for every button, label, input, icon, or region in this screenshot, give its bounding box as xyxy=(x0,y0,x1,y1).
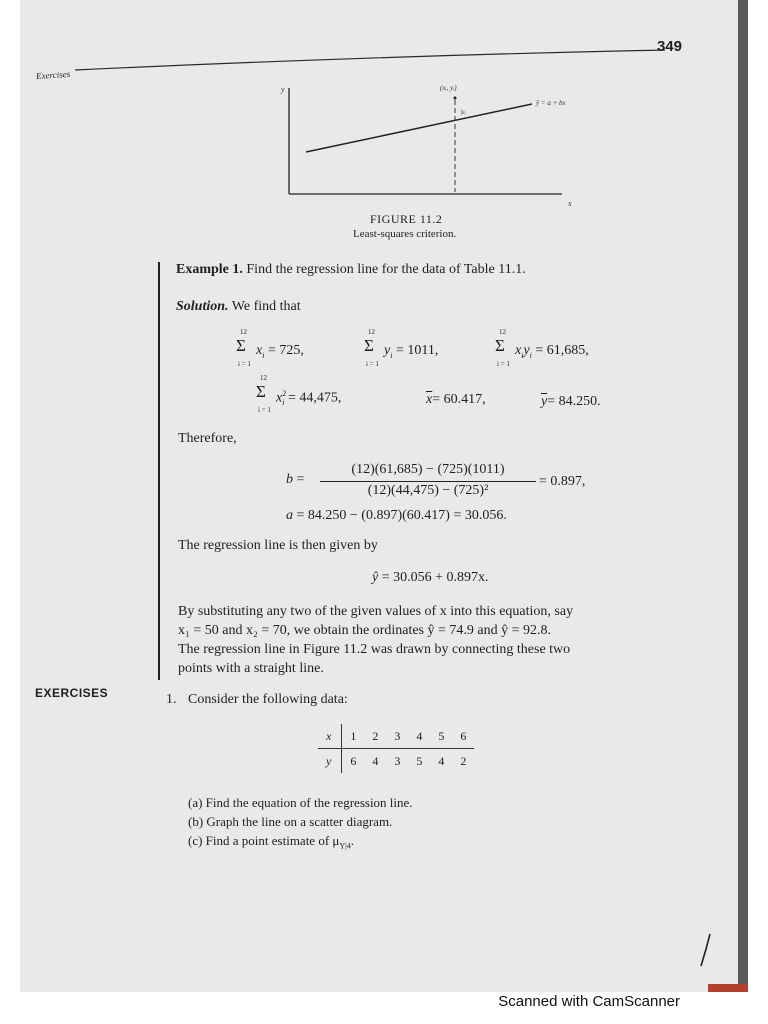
b-result: = 0.897, xyxy=(539,474,586,489)
running-header-label: Exercises xyxy=(35,68,71,82)
least-squares-figure xyxy=(270,80,590,210)
x-cell: 4 xyxy=(408,724,430,749)
paragraph-line-4: points with a straight line. xyxy=(178,661,324,676)
sum-xy-lower: i = 1 xyxy=(497,360,510,368)
x-cell: 6 xyxy=(452,724,474,749)
x-cell: 1 xyxy=(342,724,365,749)
sum-x2-expr: $x^2_i = 44,475$, xyxy=(276,389,342,408)
figure-subcaption: Least-squares criterion. xyxy=(353,228,457,240)
paragraph-line-2: x₁ = 50 and x₂ = 70, we obtain the ordinates ŷ = 74.9 and ŷ = 92.8. xyxy=(178,623,552,638)
y-cell: 3 xyxy=(394,753,401,768)
x-cell: 3 xyxy=(386,724,408,749)
y-mean-expr: $\overline{y}= 84.250$. xyxy=(541,394,601,409)
y-cell: 4 xyxy=(372,753,379,768)
header-rule xyxy=(75,48,665,74)
example-title-text: Find the regression line for the data of Table 11.1. xyxy=(246,262,526,277)
table-row-y xyxy=(318,749,474,774)
point-label: (xᵢ, yᵢ) xyxy=(440,84,457,92)
x-axis-label: x xyxy=(568,199,572,208)
exercise-item-a: (a) Find the equation of the regression line. xyxy=(188,795,413,810)
example-title: Example 1. xyxy=(176,262,243,277)
y-mean-value: = 84.250. xyxy=(547,394,601,409)
error-label: |εᵢ xyxy=(460,108,466,116)
page-edge-shadow xyxy=(738,0,748,992)
example-heading xyxy=(176,262,526,278)
solution-text: We find that xyxy=(231,299,301,314)
a-value: 84.250 − (0.897)(60.417) = 30.056. xyxy=(307,508,507,523)
exercise-1-number: 1. xyxy=(166,692,177,707)
exercise-item-c-subscript: Y|4 xyxy=(339,841,351,851)
b-fraction-bar xyxy=(320,481,536,482)
therefore-text: Therefore, xyxy=(178,431,237,446)
exercise-item-c-end: . xyxy=(350,833,355,848)
x-row-label: x xyxy=(318,724,342,749)
sum-xy-expr: $x_iy_i = 61,685$, xyxy=(515,343,589,360)
scanned-page xyxy=(20,0,748,992)
b-symbol: b = xyxy=(286,472,305,487)
sum-x-value: = 725, xyxy=(267,343,304,358)
sum-xy-upper: 12 xyxy=(499,328,506,336)
y-cell: 6 xyxy=(350,753,357,768)
y-row-label: y xyxy=(318,749,342,774)
sum-x-expr: $x_i = 725$, xyxy=(256,343,304,360)
line-equation-label: ŷ = a + bx xyxy=(536,99,566,107)
data-point xyxy=(454,97,457,100)
scanner-accent xyxy=(708,984,748,992)
data-table xyxy=(318,724,474,773)
sum-x2-lower: i = 1 xyxy=(258,406,271,414)
y-cell: 5 xyxy=(416,753,423,768)
y-axis-label: y xyxy=(281,85,285,94)
sum-x-sigma: Σ xyxy=(236,336,246,355)
page-number: 349 xyxy=(656,38,682,55)
sum-y-value: = 1011, xyxy=(395,343,439,358)
sum-xy-value: = 61,685, xyxy=(535,343,589,358)
exercise-item-b: (b) Graph the line on a scatter diagram. xyxy=(188,814,393,829)
exercises-heading: EXERCISES xyxy=(35,686,109,700)
x-cell: 2 xyxy=(364,724,386,749)
exercise-item-c xyxy=(188,833,354,851)
regression-equation: ŷ = 30.056 + 0.897x. xyxy=(372,570,489,585)
regression-equation-value: = 30.056 + 0.897x. xyxy=(381,570,489,585)
sum-y-lower: i = 1 xyxy=(366,360,379,368)
b-numerator: (12)(61,685) − (725)(1011) xyxy=(351,462,505,477)
solution-label: Solution. xyxy=(176,299,229,314)
paragraph-line-3: The regression line in Figure 11.2 was drawn by connecting these two xyxy=(178,642,571,657)
sum-xy-sigma: Σ xyxy=(495,336,505,355)
x-mean-expr: $\overline{x}= 60.417$, xyxy=(426,392,486,407)
sum-y-upper: 12 xyxy=(368,328,375,336)
sum-x-lower: i = 1 xyxy=(238,360,251,368)
scanner-watermark: Scanned with CamScanner xyxy=(498,993,680,1010)
x-cell: 5 xyxy=(430,724,452,749)
b-denominator: (12)(44,475) − (725)² xyxy=(367,483,489,498)
pen-mark xyxy=(696,930,716,970)
sum-y-expr: $y_i = 1011$, xyxy=(384,343,439,360)
solution-line xyxy=(176,299,301,315)
paragraph-line-1: By substituting any two of the given values of x into this equation, say xyxy=(178,604,574,619)
exercise-1-text: Consider the following data: xyxy=(188,692,348,707)
y-cell: 4 xyxy=(438,753,445,768)
y-cell: 2 xyxy=(460,753,467,768)
scanner-footer xyxy=(0,992,768,1024)
table-row-x xyxy=(318,724,474,749)
figure-caption: FIGURE 11.2 xyxy=(370,212,443,226)
regression-intro: The regression line is then given by xyxy=(178,538,378,553)
sum-x-upper: 12 xyxy=(240,328,247,336)
sum-y-sigma: Σ xyxy=(364,336,374,355)
x-mean-value: = 60.417, xyxy=(432,392,486,407)
a-formula: a = 84.250 − (0.897)(60.417) = 30.056. xyxy=(286,508,507,523)
sum-x2-upper: 12 xyxy=(260,374,267,382)
sum-x2-value: = 44,475, xyxy=(287,390,342,406)
sum-x2-sigma: Σ xyxy=(256,382,266,401)
example-margin-bar xyxy=(158,262,160,680)
exercise-item-c-text: (c) Find a point estimate of μ xyxy=(188,833,340,848)
regression-line xyxy=(306,104,532,152)
